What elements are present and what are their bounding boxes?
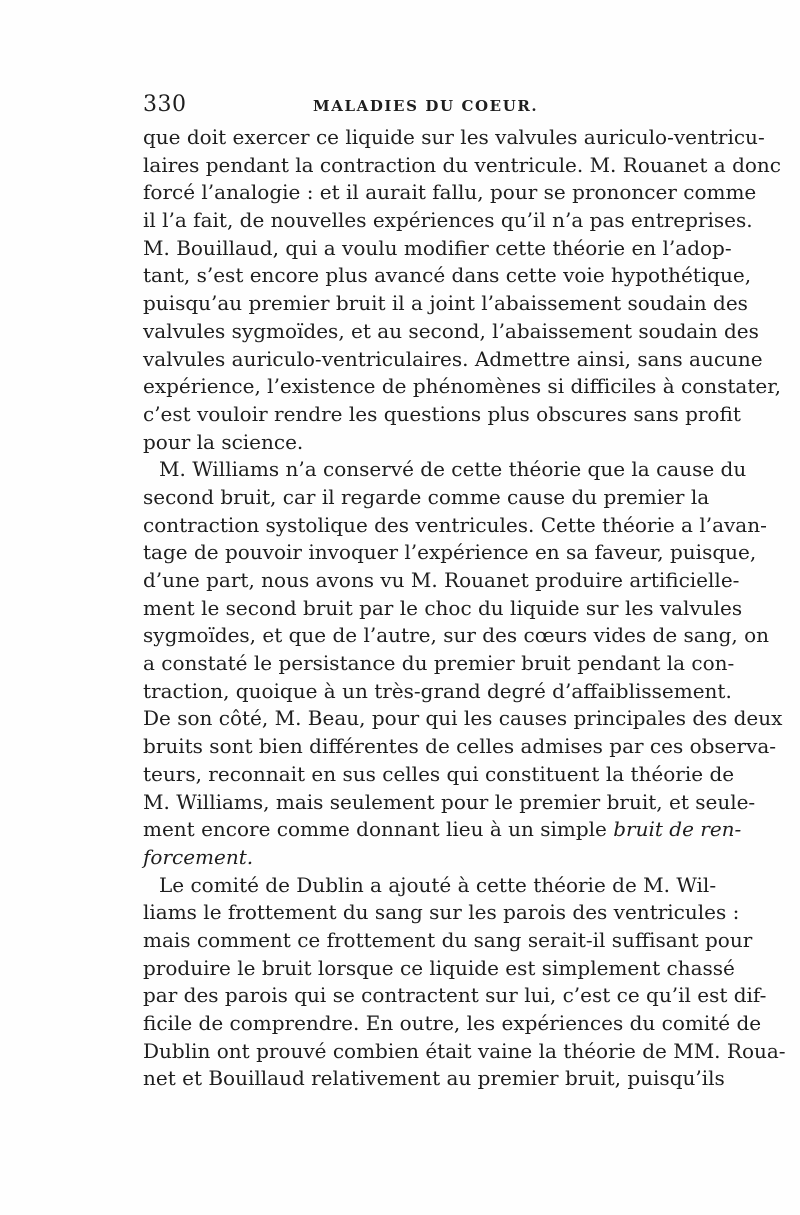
- text-line: M. Bouillaud, qui a voulu modifier cette théorie en l’adop-: [143, 235, 732, 260]
- running-title: MALADIES DU COEUR.: [313, 97, 539, 115]
- text-line: produire le bruit lorsque ce liquide est simplement chassé: [143, 955, 735, 980]
- text-line: valvules sygmoïdes, et au second, l’abaissement soudain des: [143, 318, 759, 343]
- text-line: laires pendant la contraction du ventricule. M. Rouanet a donc: [143, 152, 781, 177]
- text-line: sygmoïdes, et que de l’autre, sur des cœurs vides de sang, on: [143, 623, 770, 648]
- text-line: traction, quoique à un très-grand degré d’affaiblissement.: [143, 678, 732, 703]
- text-line: M. Williams n’a conservé de cette théorie que la cause du: [159, 457, 747, 482]
- text-line: net et Bouillaud relativement au premier bruit, puisqu’ils: [143, 1066, 725, 1091]
- text-line: il l’a fait, de nouvelles expériences qu’il n’a pas entreprises.: [143, 208, 753, 233]
- text-line: liams le frottement du sang sur les parois des ventricules :: [143, 900, 740, 925]
- text-line: tant, s’est encore plus avancé dans cette voie hypothétique,: [143, 263, 752, 288]
- text-line: De son côté, M. Beau, pour qui les causes principales des deux: [143, 706, 783, 731]
- text-line: c’est vouloir rendre les questions plus obscures sans profit: [143, 401, 741, 426]
- body-text: [143, 124, 786, 1093]
- text-line: contraction systolique des ventricules. Cette théorie a l’avan-: [143, 512, 767, 537]
- text-line: ment le second bruit par le choc du liquide sur les valvules: [143, 595, 743, 620]
- text-line: pour la science.: [143, 429, 304, 454]
- page-number: 330: [143, 92, 187, 117]
- text-line-roman: ment encore comme donnant lieu à un simple: [143, 817, 607, 842]
- text-line: M. Williams, mais seulement pour le premier bruit, et seule-: [143, 789, 756, 814]
- text-line: valvules auriculo-ventriculaires. Admettre ainsi, sans aucune: [143, 346, 763, 371]
- text-line: expérience, l’existence de phénomènes si difficiles à constater,: [143, 374, 781, 399]
- text-line: puisqu’au premier bruit il a joint l’abaissement soudain des: [143, 291, 748, 316]
- text-line: teurs, reconnait en sus celles qui constituent la théorie de: [143, 761, 735, 786]
- text-line: second bruit, car il regarde comme cause du premier la: [143, 484, 710, 509]
- text-line: par des parois qui se contractent sur lui, c’est ce qu’il est dif-: [143, 983, 767, 1008]
- text-line: tage de pouvoir invoquer l’expérience en sa faveur, puisque,: [143, 540, 757, 565]
- text-line: [143, 816, 742, 844]
- text-line: d’une part, nous avons vu M. Rouanet produire artificielle-: [143, 568, 740, 592]
- text-line: a constaté le persistance du premier bruit pendant la con-: [143, 651, 735, 676]
- text-line: mais comment ce frottement du sang serait-il suffisant pour: [143, 927, 753, 952]
- text-line: Le comité de Dublin a ajouté à cette théorie de M. Wil-: [159, 872, 717, 897]
- text-line: forcé l’analogie : et il aurait fallu, pour se prononcer comme: [143, 180, 757, 205]
- text-line: Dublin ont prouvé combien était vaine la théorie de MM. Roua-: [143, 1038, 786, 1063]
- text-line: que doit exercer ce liquide sur les valvules auriculo-ventricu-: [143, 125, 765, 149]
- italic-phrase: bruit de ren-: [613, 817, 742, 842]
- page-header: [143, 92, 673, 122]
- italic-phrase: forcement.: [143, 844, 254, 869]
- text-line: bruits sont bien différentes de celles admises par ces observa-: [143, 734, 777, 759]
- text-line: ficile de comprendre. En outre, les expériences du comité de: [143, 1011, 762, 1035]
- text-line: [143, 844, 671, 872]
